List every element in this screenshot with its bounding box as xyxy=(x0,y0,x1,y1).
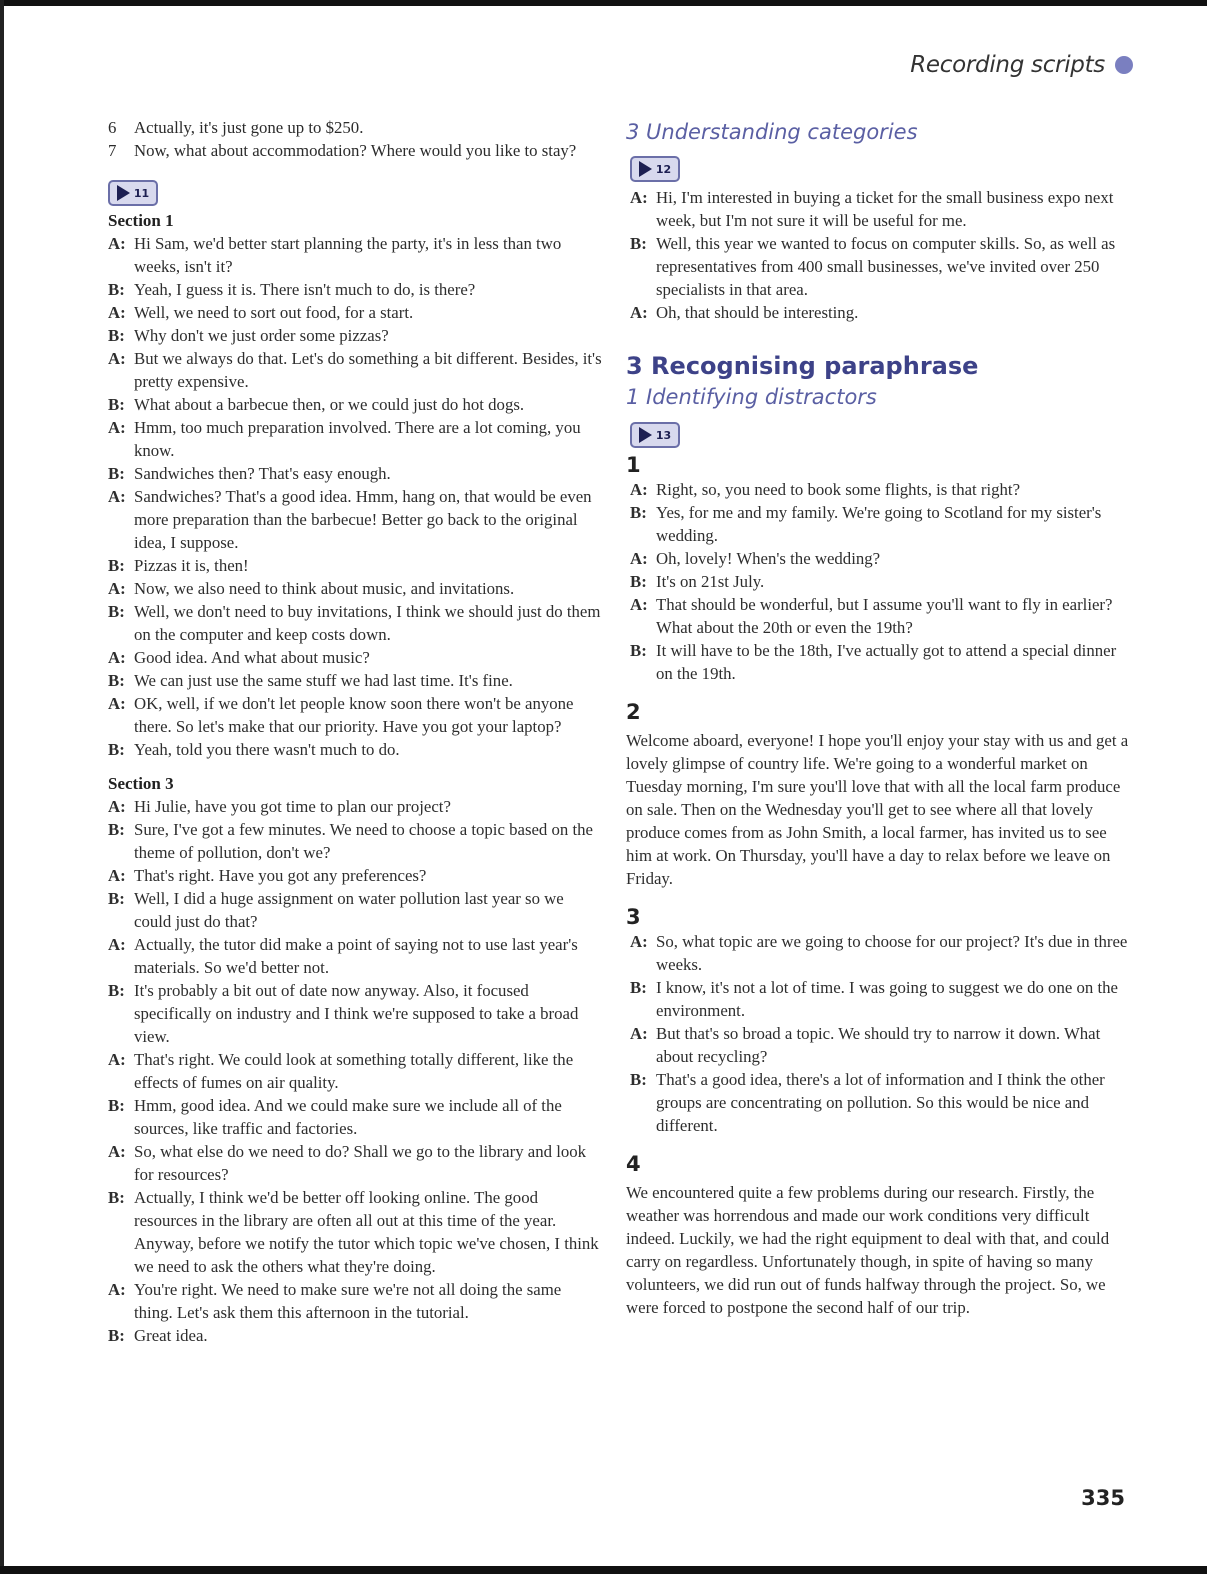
speaker-label: B: xyxy=(108,981,125,1000)
item-text: Actually, it's just gone up to $250. xyxy=(134,118,364,137)
monologue-item-4: We encountered quite a few problems during our research. Firstly, the weather was horrendous and made our work conditions very difficult indeed. Luckily, we had the right equipment to deal with that, and could carry on regardless. Unfortunately though, in spite of having so many volunteers, we did run out of funds halfway through the project. So, we were forced to postpone the second half of our trip. xyxy=(626,1183,1110,1317)
exercise-number: 4 xyxy=(626,1152,641,1176)
dialogue-line xyxy=(104,1094,604,1140)
speaker-label: A: xyxy=(108,866,126,885)
line-text: Well, we don't need to buy invitations, I think we should just do them on the computer and keep costs down. xyxy=(134,602,601,644)
play-icon xyxy=(639,427,652,443)
line-text: That's a good idea, there's a lot of information and I think the other groups are concentrating on pollution. So this would be nice and different. xyxy=(656,1070,1105,1135)
line-text: It's on 21st July. xyxy=(656,572,765,591)
dialogue-line xyxy=(104,278,604,301)
line-text: I know, it's not a lot of time. I was going to suggest we do one on the environment. xyxy=(656,978,1118,1020)
speaker-label: B: xyxy=(108,464,125,483)
section-title: 3 Recognising paraphrase xyxy=(626,352,979,380)
running-title: Recording scripts xyxy=(910,52,1105,78)
numbered-item xyxy=(104,116,604,139)
bullet-dot-icon xyxy=(1115,56,1133,74)
speaker-label: B: xyxy=(630,641,647,660)
dialogue-line xyxy=(104,485,604,554)
track-number: 13 xyxy=(655,428,672,442)
dialogue-line xyxy=(104,416,604,462)
dialogue-line xyxy=(104,554,604,577)
dialogue-line xyxy=(104,232,604,278)
line-text: Yeah, told you there wasn't much to do. xyxy=(134,740,400,759)
item-text: Now, what about accommodation? Where would you like to stay? xyxy=(134,141,577,160)
line-text: Why don't we just order some pizzas? xyxy=(134,326,389,345)
line-text: You're right. We need to make sure we're not all doing the same thing. Let's ask them this afternoon in the tutorial. xyxy=(134,1280,562,1322)
line-text: Well, we need to sort out food, for a start. xyxy=(134,303,414,322)
dialogue-line xyxy=(626,570,1136,593)
dialogue-line xyxy=(104,577,604,600)
line-text: Hi Julie, have you got time to plan our project? xyxy=(134,797,451,816)
line-text: Yeah, I guess it is. There isn't much to do, is there? xyxy=(134,280,476,299)
speaker-label: A: xyxy=(630,549,648,568)
speaker-label: B: xyxy=(108,602,125,621)
line-text: Sandwiches? That's a good idea. Hmm, hang on, that would be even more preparation than the barbecue! Better go back to the original idea, I suppose. xyxy=(134,487,592,552)
exercise-number: 1 xyxy=(626,453,641,477)
audio-track-badge xyxy=(108,180,158,206)
exercise-number: 3 xyxy=(626,905,641,929)
line-text: Now, we also need to think about music, and invitations. xyxy=(134,579,515,598)
dialogue-line xyxy=(626,976,1136,1022)
track-number: 12 xyxy=(655,162,672,176)
speaker-label: A: xyxy=(108,303,126,322)
dialogue-line xyxy=(104,301,604,324)
play-icon xyxy=(117,185,130,201)
audio-track-badge xyxy=(630,422,680,448)
speaker-label: A: xyxy=(630,188,648,207)
speaker-label: A: xyxy=(108,1280,126,1299)
speaker-label: A: xyxy=(108,648,126,667)
dialogue-section-1 xyxy=(104,232,604,761)
dialogue-line xyxy=(104,1186,604,1278)
dialogue-line xyxy=(626,1068,1136,1137)
line-text: Actually, the tutor did make a point of saying not to use last year's materials. So we'd better not. xyxy=(134,935,578,977)
subsection-title: 1 Identifying distractors xyxy=(626,385,877,409)
dialogue-line xyxy=(104,887,604,933)
left-column xyxy=(104,116,604,1347)
speaker-label: B: xyxy=(108,740,125,759)
line-text: Pizzas it is, then! xyxy=(134,556,249,575)
dialogue-line xyxy=(104,738,604,761)
dialogue-line xyxy=(104,600,604,646)
speaker-label: B: xyxy=(108,1188,125,1207)
dialogue-section-3 xyxy=(104,795,604,1347)
play-icon xyxy=(639,161,652,177)
speaker-label: A: xyxy=(630,480,648,499)
right-column xyxy=(626,116,1136,1319)
speaker-label: A: xyxy=(108,418,126,437)
speaker-label: B: xyxy=(630,503,647,522)
line-text: It will have to be the 18th, I've actually got to attend a special dinner on the 19th. xyxy=(656,641,1117,683)
speaker-label: B: xyxy=(108,326,125,345)
line-text: Right, so, you need to book some flights, is that right? xyxy=(656,480,1021,499)
scan-left-edge xyxy=(0,0,4,1574)
speaker-label: B: xyxy=(108,671,125,690)
line-text: Hmm, too much preparation involved. There are a lot coming, you know. xyxy=(134,418,581,460)
line-text: That's right. Have you got any preferences? xyxy=(134,866,427,885)
page-number: 335 xyxy=(1081,1486,1125,1510)
dialogue-line xyxy=(626,593,1136,639)
dialogue-line xyxy=(104,1278,604,1324)
audio-track-badge xyxy=(630,156,680,182)
dialogue-line xyxy=(626,547,1136,570)
exercise-number: 2 xyxy=(626,700,641,724)
line-text: But that's so broad a topic. We should try to narrow it down. What about recycling? xyxy=(656,1024,1101,1066)
speaker-label: A: xyxy=(630,1024,648,1043)
line-text: What about a barbecue then, or we could just do hot dogs. xyxy=(134,395,525,414)
line-text: Well, this year we wanted to focus on computer skills. So, as well as representatives from 400 small businesses, we've invited over 250 specialists in that area. xyxy=(656,234,1116,299)
section-heading: Section 3 xyxy=(108,774,174,793)
line-text: That should be wonderful, but I assume you'll want to fly in earlier? What about the 20th or even the 19th? xyxy=(656,595,1113,637)
dialogue-line xyxy=(104,669,604,692)
line-text: Sandwiches then? That's easy enough. xyxy=(134,464,391,483)
dialogue-line xyxy=(626,639,1136,685)
dialogue-line xyxy=(104,1048,604,1094)
speaker-label: A: xyxy=(630,932,648,951)
line-text: Good idea. And what about music? xyxy=(134,648,370,667)
dialogue-line xyxy=(104,933,604,979)
dialogue-line xyxy=(626,1022,1136,1068)
dialogue-line xyxy=(104,864,604,887)
line-text: Hi, I'm interested in buying a ticket for the small business expo next week, but I'm not sure it will be useful for me. xyxy=(656,188,1114,230)
dialogue-line xyxy=(104,462,604,485)
item-number: 7 xyxy=(108,141,117,160)
speaker-label: A: xyxy=(108,797,126,816)
dialogue-understanding xyxy=(626,186,1136,324)
dialogue-line xyxy=(626,301,1136,324)
dialogue-line xyxy=(626,232,1136,301)
line-text: Oh, lovely! When's the wedding? xyxy=(656,549,881,568)
speaker-label: B: xyxy=(630,1070,647,1089)
speaker-label: B: xyxy=(108,280,125,299)
line-text: Yes, for me and my family. We're going to Scotland for my sister's wedding. xyxy=(656,503,1102,545)
speaker-label: B: xyxy=(108,1096,125,1115)
dialogue-line xyxy=(626,501,1136,547)
speaker-label: A: xyxy=(108,349,126,368)
speaker-label: A: xyxy=(108,935,126,954)
speaker-label: B: xyxy=(108,556,125,575)
speaker-label: B: xyxy=(630,978,647,997)
item-number: 6 xyxy=(108,118,117,137)
line-text: Hi Sam, we'd better start planning the party, it's in less than two weeks, isn't it? xyxy=(134,234,562,276)
speaker-label: B: xyxy=(108,889,125,908)
line-text: Well, I did a huge assignment on water pollution last year so we could just do that? xyxy=(134,889,564,931)
line-text: It's probably a bit out of date now anyway. Also, it focused specifically on industry and I think we're supposed to take a broad view. xyxy=(134,981,579,1046)
line-text: Sure, I've got a few minutes. We need to choose a topic based on the theme of pollution, don't we? xyxy=(134,820,593,862)
line-text: Actually, I think we'd be better off looking online. The good resources in the library are often all out at this time of the year. Anyway, before we notify the tutor which topic we've chosen, I think we need to ask the others what they're doing. xyxy=(134,1188,599,1276)
dialogue-line xyxy=(626,478,1136,501)
numbered-item xyxy=(104,139,604,162)
page-header xyxy=(910,52,1133,78)
scan-top-edge xyxy=(0,0,1207,6)
speaker-label: A: xyxy=(108,487,126,506)
dialogue-line xyxy=(104,393,604,416)
line-text: Great idea. xyxy=(134,1326,208,1345)
speaker-label: A: xyxy=(108,694,126,713)
line-text: Oh, that should be interesting. xyxy=(656,303,859,322)
speaker-label: B: xyxy=(108,395,125,414)
dialogue-line xyxy=(626,186,1136,232)
line-text: Hmm, good idea. And we could make sure we include all of the sources, like traffic and factories. xyxy=(134,1096,562,1138)
dialogue-line xyxy=(104,347,604,393)
speaker-label: A: xyxy=(108,579,126,598)
speaker-label: A: xyxy=(108,1142,126,1161)
line-text: OK, well, if we don't let people know soon there won't be anyone there. So let's make that our priority. Have you got your laptop? xyxy=(134,694,574,736)
dialogue-line xyxy=(104,979,604,1048)
dialogue-line xyxy=(626,930,1136,976)
speaker-label: A: xyxy=(630,595,648,614)
dialogue-line xyxy=(104,818,604,864)
speaker-label: A: xyxy=(630,303,648,322)
dialogue-line xyxy=(104,692,604,738)
line-text: But we always do that. Let's do something a bit different. Besides, it's pretty expensive. xyxy=(134,349,602,391)
speaker-label: B: xyxy=(630,572,647,591)
speaker-label: B: xyxy=(108,1326,125,1345)
track-number: 11 xyxy=(133,186,150,200)
line-text: We can just use the same stuff we had last time. It's fine. xyxy=(134,671,513,690)
speaker-label: A: xyxy=(108,234,126,253)
speaker-label: B: xyxy=(630,234,647,253)
speaker-label: A: xyxy=(108,1050,126,1069)
line-text: That's right. We could look at something totally different, like the effects of fumes on air quality. xyxy=(134,1050,574,1092)
line-text: So, what else do we need to do? Shall we go to the library and look for resources? xyxy=(134,1142,587,1184)
dialogue-item-1 xyxy=(626,478,1136,685)
subsection-title: 3 Understanding categories xyxy=(626,120,918,144)
dialogue-line xyxy=(104,1140,604,1186)
monologue-item-2: Welcome aboard, everyone! I hope you'll enjoy your stay with us and get a lovely glimpse of country life. We're going to a wonderful market on Tuesday morning, I'm sure you'll love that with all the local farm produce on sale. Then on the Wednesday you'll get to see where all that lovely produce comes from as John Smith, a local farmer, has invited us to see him at work. On Thursday, you'll have a day to relax before we leave on Friday. xyxy=(626,731,1129,888)
speaker-label: B: xyxy=(108,820,125,839)
dialogue-line xyxy=(104,646,604,669)
dialogue-line xyxy=(104,1324,604,1347)
line-text: So, what topic are we going to choose for our project? It's due in three weeks. xyxy=(656,932,1128,974)
dialogue-item-3 xyxy=(626,930,1136,1137)
scan-bottom-edge xyxy=(0,1566,1207,1574)
section-heading: Section 1 xyxy=(108,211,174,230)
dialogue-line xyxy=(104,324,604,347)
dialogue-line xyxy=(104,795,604,818)
